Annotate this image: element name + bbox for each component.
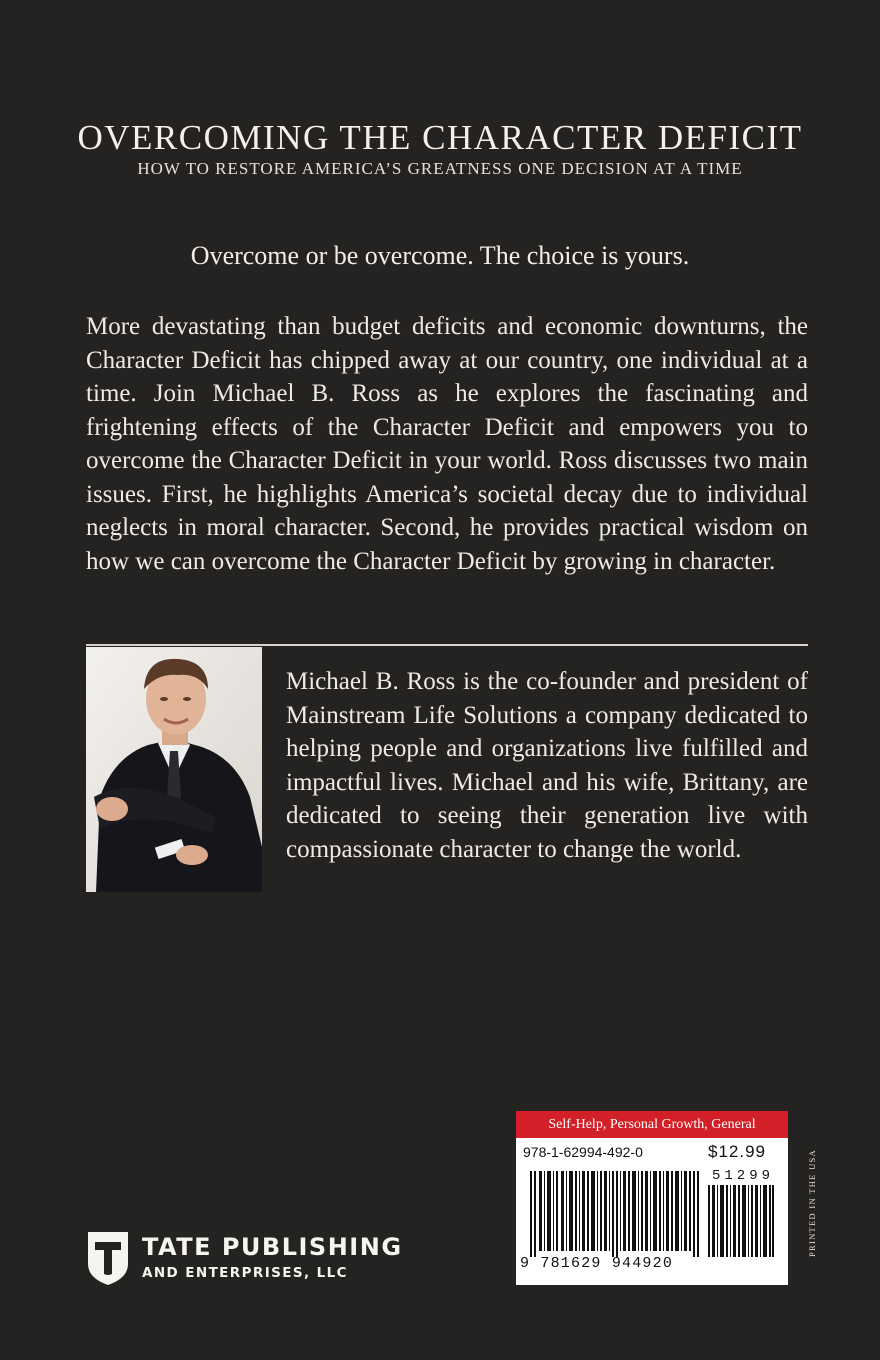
barcode-label	[516, 1111, 788, 1285]
printed-in-usa: PRINTED IN THE USA	[807, 1149, 817, 1258]
barcode-digits: 9 781629 944920	[520, 1255, 674, 1272]
price: $12.99	[708, 1142, 766, 1161]
tate-logo-icon	[86, 1230, 130, 1286]
isbn-number: 978-1-62994-492-0	[523, 1144, 643, 1160]
isbn-barcode	[530, 1171, 706, 1257]
author-photo	[86, 647, 262, 892]
publisher-subtitle: AND ENTERPRISES, LLC	[142, 1265, 348, 1281]
publisher-name: TATE PUBLISHING	[142, 1233, 403, 1261]
divider	[86, 644, 808, 646]
author-bio: Michael B. Ross is the co-founder and president of Mainstream Life Solutions a company dedicated to helping people and organizations live fulfilled and impactful lives. Michael and his wife, Brittany, are dedicated to seeing their generation live with compassionate character to change the world.	[286, 668, 808, 863]
price-barcode	[708, 1185, 774, 1257]
book-blurb: More devastating than budget deficits and economic downturns, the Character Deficit has chipped away at our country, one individual at a time. Join Michael B. Ross as he explores the fascinating and frightening effects of the Character Deficit and empowers you to overcome the Character Deficit in your world. Ross discusses two main issues. First, he highlights America’s societal decay due to individual neglects in moral character. Second, he provides practical wisdom on how we can overcome the Character Deficit by growing in character.	[86, 313, 808, 575]
book-subtitle: HOW TO RESTORE AMERICA’S GREATNESS ONE DECISION AT A TIME	[137, 159, 743, 178]
tagline: Overcome or be overcome. The choice is yours.	[190, 241, 690, 270]
category-band: Self-Help, Personal Growth, General	[516, 1111, 788, 1138]
book-title: OVERCOMING THE CHARACTER DEFICIT	[77, 118, 803, 157]
price-code: 51299	[712, 1168, 775, 1184]
